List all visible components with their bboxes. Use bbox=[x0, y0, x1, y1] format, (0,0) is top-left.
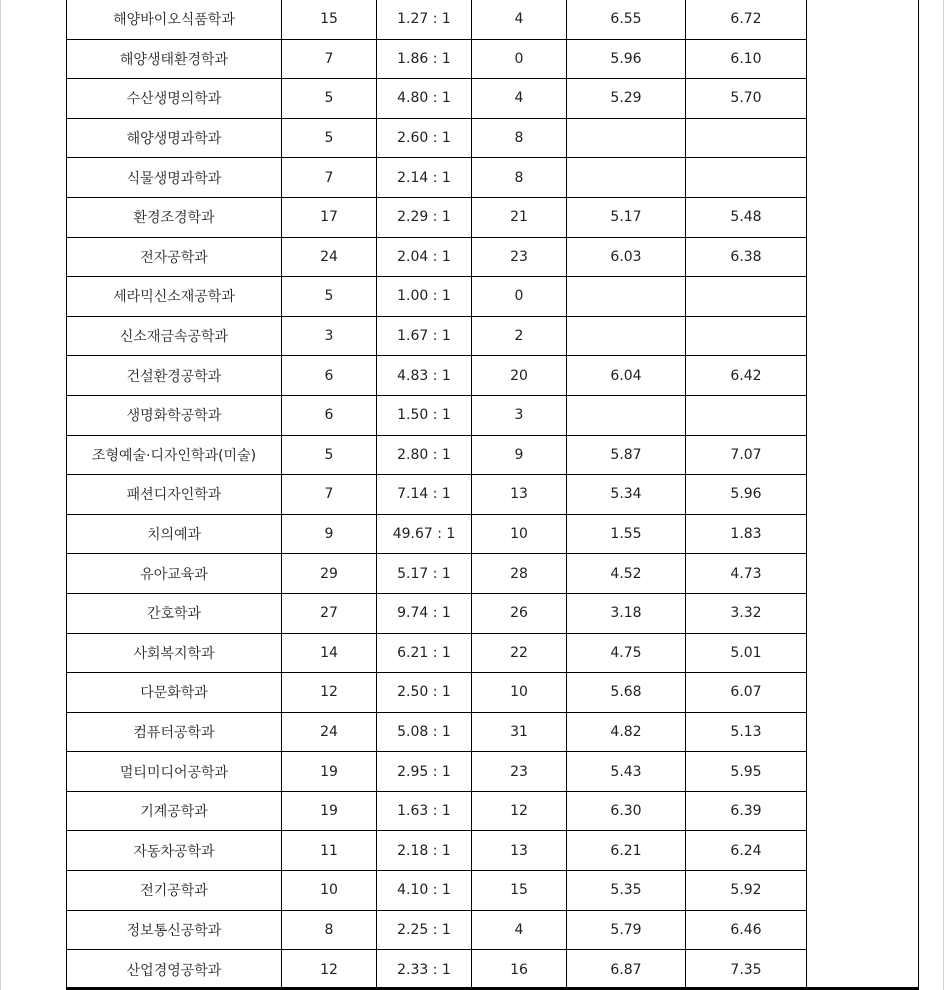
competition-ratio-cell: 1.50 : 1 bbox=[377, 395, 472, 435]
quota-cell: 5 bbox=[282, 118, 377, 158]
cutoff-grade-cell: 4.73 bbox=[686, 554, 807, 594]
competition-ratio-cell: 1.00 : 1 bbox=[377, 277, 472, 317]
additional-rank-cell: 10 bbox=[472, 514, 567, 554]
competition-ratio-cell: 2.29 : 1 bbox=[377, 197, 472, 237]
additional-rank-cell: 16 bbox=[472, 950, 567, 990]
department-cell: 식물생명과학과 bbox=[67, 158, 282, 198]
department-cell: 건설환경공학과 bbox=[67, 356, 282, 396]
average-grade-cell: 6.03 bbox=[567, 237, 686, 277]
department-cell: 생명화학공학과 bbox=[67, 395, 282, 435]
additional-rank-cell: 22 bbox=[472, 633, 567, 673]
competition-ratio-cell: 2.25 : 1 bbox=[377, 910, 472, 950]
table-row bbox=[67, 791, 807, 831]
average-grade-cell: 4.82 bbox=[567, 712, 686, 752]
additional-rank-cell: 21 bbox=[472, 197, 567, 237]
quota-cell: 24 bbox=[282, 237, 377, 277]
average-grade-cell: 4.52 bbox=[567, 554, 686, 594]
average-grade-cell: 5.79 bbox=[567, 910, 686, 950]
cutoff-grade-cell: 5.95 bbox=[686, 752, 807, 792]
competition-ratio-cell: 2.18 : 1 bbox=[377, 831, 472, 871]
additional-rank-cell: 31 bbox=[472, 712, 567, 752]
average-grade-cell: 5.43 bbox=[567, 752, 686, 792]
average-grade-cell: 5.34 bbox=[567, 475, 686, 515]
additional-rank-cell: 4 bbox=[472, 0, 567, 39]
table-row bbox=[67, 831, 807, 871]
competition-ratio-cell: 7.14 : 1 bbox=[377, 475, 472, 515]
quota-cell: 27 bbox=[282, 593, 377, 633]
department-cell: 사회복지학과 bbox=[67, 633, 282, 673]
cutoff-grade-cell: 6.38 bbox=[686, 237, 807, 277]
department-cell: 해양생명과학과 bbox=[67, 118, 282, 158]
average-grade-cell: 6.55 bbox=[567, 0, 686, 39]
table-row bbox=[67, 356, 807, 396]
table-row bbox=[67, 316, 807, 356]
additional-rank-cell: 28 bbox=[472, 554, 567, 594]
cutoff-grade-cell: 5.01 bbox=[686, 633, 807, 673]
additional-rank-cell: 4 bbox=[472, 910, 567, 950]
additional-rank-cell: 0 bbox=[472, 39, 567, 79]
additional-rank-cell: 20 bbox=[472, 356, 567, 396]
cutoff-grade-cell bbox=[686, 277, 807, 317]
additional-rank-cell: 13 bbox=[472, 475, 567, 515]
table-row bbox=[67, 871, 807, 911]
competition-ratio-cell: 2.50 : 1 bbox=[377, 673, 472, 713]
additional-rank-cell: 8 bbox=[472, 118, 567, 158]
admission-results-table bbox=[66, 0, 807, 990]
table-row bbox=[67, 395, 807, 435]
competition-ratio-cell: 2.60 : 1 bbox=[377, 118, 472, 158]
additional-rank-cell: 4 bbox=[472, 79, 567, 119]
average-grade-cell: 6.30 bbox=[567, 791, 686, 831]
quota-cell: 7 bbox=[282, 475, 377, 515]
competition-ratio-cell: 2.80 : 1 bbox=[377, 435, 472, 475]
cutoff-grade-cell: 6.24 bbox=[686, 831, 807, 871]
cutoff-grade-cell: 5.48 bbox=[686, 197, 807, 237]
quota-cell: 24 bbox=[282, 712, 377, 752]
additional-rank-cell: 23 bbox=[472, 237, 567, 277]
additional-rank-cell: 15 bbox=[472, 871, 567, 911]
cutoff-grade-cell bbox=[686, 316, 807, 356]
average-grade-cell bbox=[567, 158, 686, 198]
average-grade-cell: 5.87 bbox=[567, 435, 686, 475]
competition-ratio-cell: 1.27 : 1 bbox=[377, 0, 472, 39]
quota-cell: 6 bbox=[282, 356, 377, 396]
competition-ratio-cell: 4.83 : 1 bbox=[377, 356, 472, 396]
department-cell: 다문화학과 bbox=[67, 673, 282, 713]
additional-rank-cell: 12 bbox=[472, 791, 567, 831]
additional-rank-cell: 3 bbox=[472, 395, 567, 435]
cutoff-grade-cell: 1.83 bbox=[686, 514, 807, 554]
department-cell: 유아교육과 bbox=[67, 554, 282, 594]
department-cell: 치의예과 bbox=[67, 514, 282, 554]
table-row bbox=[67, 633, 807, 673]
table-row bbox=[67, 514, 807, 554]
table-row bbox=[67, 950, 807, 990]
table-row bbox=[67, 39, 807, 79]
cutoff-grade-cell: 6.46 bbox=[686, 910, 807, 950]
quota-cell: 7 bbox=[282, 39, 377, 79]
competition-ratio-cell: 49.67 : 1 bbox=[377, 514, 472, 554]
quota-cell: 19 bbox=[282, 791, 377, 831]
quota-cell: 5 bbox=[282, 79, 377, 119]
additional-rank-cell: 9 bbox=[472, 435, 567, 475]
quota-cell: 8 bbox=[282, 910, 377, 950]
department-cell: 컴퓨터공학과 bbox=[67, 712, 282, 752]
average-grade-cell: 5.68 bbox=[567, 673, 686, 713]
average-grade-cell: 5.96 bbox=[567, 39, 686, 79]
average-grade-cell: 5.17 bbox=[567, 197, 686, 237]
quota-cell: 19 bbox=[282, 752, 377, 792]
department-cell: 신소재금속공학과 bbox=[67, 316, 282, 356]
competition-ratio-cell: 4.10 : 1 bbox=[377, 871, 472, 911]
table-row bbox=[67, 0, 807, 39]
additional-rank-cell: 26 bbox=[472, 593, 567, 633]
competition-ratio-cell: 4.80 : 1 bbox=[377, 79, 472, 119]
table-row bbox=[67, 197, 807, 237]
table-row bbox=[67, 118, 807, 158]
cutoff-grade-cell bbox=[686, 158, 807, 198]
cutoff-grade-cell: 5.70 bbox=[686, 79, 807, 119]
quota-cell: 15 bbox=[282, 0, 377, 39]
cutoff-grade-cell bbox=[686, 118, 807, 158]
department-cell: 전기공학과 bbox=[67, 871, 282, 911]
table-row bbox=[67, 910, 807, 950]
cutoff-grade-cell: 6.72 bbox=[686, 0, 807, 39]
department-cell: 자동차공학과 bbox=[67, 831, 282, 871]
average-grade-cell: 6.21 bbox=[567, 831, 686, 871]
additional-rank-cell: 23 bbox=[472, 752, 567, 792]
average-grade-cell bbox=[567, 395, 686, 435]
department-cell: 전자공학과 bbox=[67, 237, 282, 277]
department-cell: 해양생태환경학과 bbox=[67, 39, 282, 79]
cutoff-grade-cell: 6.42 bbox=[686, 356, 807, 396]
table-row bbox=[67, 593, 807, 633]
quota-cell: 29 bbox=[282, 554, 377, 594]
average-grade-cell bbox=[567, 118, 686, 158]
competition-ratio-cell: 5.08 : 1 bbox=[377, 712, 472, 752]
table-row bbox=[67, 475, 807, 515]
average-grade-cell: 4.75 bbox=[567, 633, 686, 673]
quota-cell: 5 bbox=[282, 277, 377, 317]
competition-ratio-cell: 9.74 : 1 bbox=[377, 593, 472, 633]
table-row bbox=[67, 435, 807, 475]
quota-cell: 7 bbox=[282, 158, 377, 198]
cutoff-grade-cell: 5.92 bbox=[686, 871, 807, 911]
competition-ratio-cell: 1.63 : 1 bbox=[377, 791, 472, 831]
competition-ratio-cell: 1.86 : 1 bbox=[377, 39, 472, 79]
quota-cell: 17 bbox=[282, 197, 377, 237]
cutoff-grade-cell: 7.35 bbox=[686, 950, 807, 990]
table-row bbox=[67, 752, 807, 792]
department-cell: 산업경영공학과 bbox=[67, 950, 282, 990]
competition-ratio-cell: 2.04 : 1 bbox=[377, 237, 472, 277]
department-cell: 간호학과 bbox=[67, 593, 282, 633]
cutoff-grade-cell bbox=[686, 395, 807, 435]
table-row bbox=[67, 277, 807, 317]
table-row bbox=[67, 237, 807, 277]
competition-ratio-cell: 2.33 : 1 bbox=[377, 950, 472, 990]
department-cell: 세라믹신소재공학과 bbox=[67, 277, 282, 317]
cutoff-grade-cell: 6.10 bbox=[686, 39, 807, 79]
cutoff-grade-cell: 6.07 bbox=[686, 673, 807, 713]
competition-ratio-cell: 5.17 : 1 bbox=[377, 554, 472, 594]
additional-rank-cell: 8 bbox=[472, 158, 567, 198]
department-cell: 수산생명의학과 bbox=[67, 79, 282, 119]
average-grade-cell: 3.18 bbox=[567, 593, 686, 633]
table-body bbox=[67, 0, 807, 989]
admission-results-table-container bbox=[66, 0, 919, 990]
table-row bbox=[67, 712, 807, 752]
department-cell: 정보통신공학과 bbox=[67, 910, 282, 950]
average-grade-cell bbox=[567, 277, 686, 317]
cutoff-grade-cell: 5.96 bbox=[686, 475, 807, 515]
average-grade-cell: 6.04 bbox=[567, 356, 686, 396]
quota-cell: 10 bbox=[282, 871, 377, 911]
additional-rank-cell: 2 bbox=[472, 316, 567, 356]
cutoff-grade-cell: 7.07 bbox=[686, 435, 807, 475]
department-cell: 해양바이오식품학과 bbox=[67, 0, 282, 39]
cutoff-grade-cell: 3.32 bbox=[686, 593, 807, 633]
average-grade-cell: 5.35 bbox=[567, 871, 686, 911]
table-row bbox=[67, 554, 807, 594]
competition-ratio-cell: 2.95 : 1 bbox=[377, 752, 472, 792]
average-grade-cell: 5.29 bbox=[567, 79, 686, 119]
quota-cell: 9 bbox=[282, 514, 377, 554]
competition-ratio-cell: 2.14 : 1 bbox=[377, 158, 472, 198]
table-row bbox=[67, 673, 807, 713]
department-cell: 멀티미디어공학과 bbox=[67, 752, 282, 792]
department-cell: 환경조경학과 bbox=[67, 197, 282, 237]
average-grade-cell: 1.55 bbox=[567, 514, 686, 554]
average-grade-cell bbox=[567, 316, 686, 356]
additional-rank-cell: 10 bbox=[472, 673, 567, 713]
additional-rank-cell: 0 bbox=[472, 277, 567, 317]
department-cell: 패션디자인학과 bbox=[67, 475, 282, 515]
average-grade-cell: 6.87 bbox=[567, 950, 686, 990]
quota-cell: 5 bbox=[282, 435, 377, 475]
quota-cell: 6 bbox=[282, 395, 377, 435]
table-row bbox=[67, 79, 807, 119]
table-row bbox=[67, 158, 807, 198]
quota-cell: 12 bbox=[282, 950, 377, 990]
competition-ratio-cell: 1.67 : 1 bbox=[377, 316, 472, 356]
quota-cell: 3 bbox=[282, 316, 377, 356]
quota-cell: 14 bbox=[282, 633, 377, 673]
quota-cell: 11 bbox=[282, 831, 377, 871]
cutoff-grade-cell: 6.39 bbox=[686, 791, 807, 831]
quota-cell: 12 bbox=[282, 673, 377, 713]
competition-ratio-cell: 6.21 : 1 bbox=[377, 633, 472, 673]
department-cell: 기계공학과 bbox=[67, 791, 282, 831]
cutoff-grade-cell: 5.13 bbox=[686, 712, 807, 752]
department-cell: 조형예술·디자인학과(미술) bbox=[67, 435, 282, 475]
additional-rank-cell: 13 bbox=[472, 831, 567, 871]
